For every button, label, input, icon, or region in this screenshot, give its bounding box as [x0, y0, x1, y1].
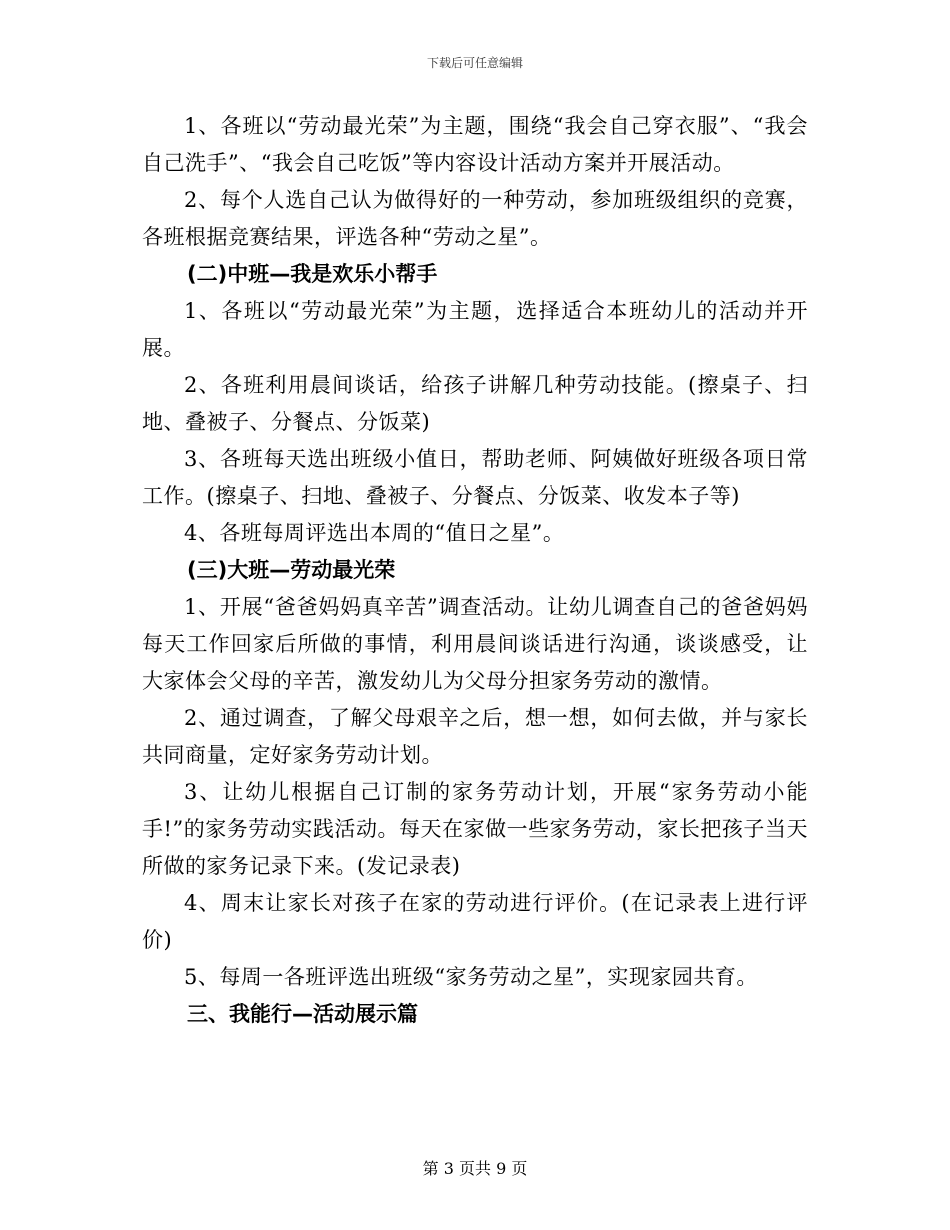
paragraph: 4、各班每周评选出本周的“值日之星”。 [184, 521, 565, 545]
page-header: 下载后可任意编辑 [426, 56, 523, 70]
document-body [142, 108, 808, 1033]
paragraph: 1、开展“爸爸妈妈真辛苦”调查活动。让幼儿调查自己的爸爸妈妈每天工作回家后所做的事情，利用晨间谈话进行沟通，谈谈感受，让大家体会父母的辛苦，激发幼儿为父母分担家务劳动的激情。 [142, 595, 808, 693]
paragraph: 3、让幼儿根据自己订制的家务劳动计划，开展“家务劳动小能手!”的家务劳动实践活动。每天在家做一些家务劳动，家长把孩子当天所做的家务记录下来。(发记录表) [142, 780, 808, 878]
paragraph: 5、每周一各班评选出班级“家务劳动之星”，实现家园共育。 [184, 965, 758, 989]
page-footer: 第 3 页共 9 页 [422, 1159, 528, 1178]
paragraph: 4、周末让家长对孩子在家的劳动进行评价。(在记录表上进行评价) [142, 891, 808, 952]
section-heading: (二)中班—我是欢乐小帮手 [187, 262, 438, 286]
paragraph: 1、各班以“劳动最光荣”为主题，围绕“我会自己穿衣服”、“我会自己洗手”、“我会自己吃饭”等内容设计活动方案并开展活动。 [142, 114, 808, 175]
paragraph: 1、各班以“劳动最光荣”为主题，选择适合本班幼儿的活动并开展。 [142, 299, 808, 360]
paragraph: 2、各班利用晨间谈话，给孩子讲解几种劳动技能。(擦桌子、扫地、叠被子、分餐点、分饭菜) [142, 373, 808, 434]
section-heading: 三、我能行—活动展示篇 [187, 1002, 418, 1026]
section-heading: (三)大班—劳动最光荣 [187, 558, 396, 582]
paragraph: 3、各班每天选出班级小值日，帮助老师、阿姨做好班级各项日常工作。(擦桌子、扫地、叠被子、分餐点、分饭菜、收发本子等) [142, 447, 808, 508]
paragraph: 2、每个人选自己认为做得好的一种劳动，参加班级组织的竞赛，各班根据竞赛结果，评选各种“劳动之星”。 [142, 188, 808, 249]
paragraph: 2、通过调查，了解父母艰辛之后，想一想，如何去做，并与家长共同商量，定好家务劳动计划。 [142, 706, 808, 767]
